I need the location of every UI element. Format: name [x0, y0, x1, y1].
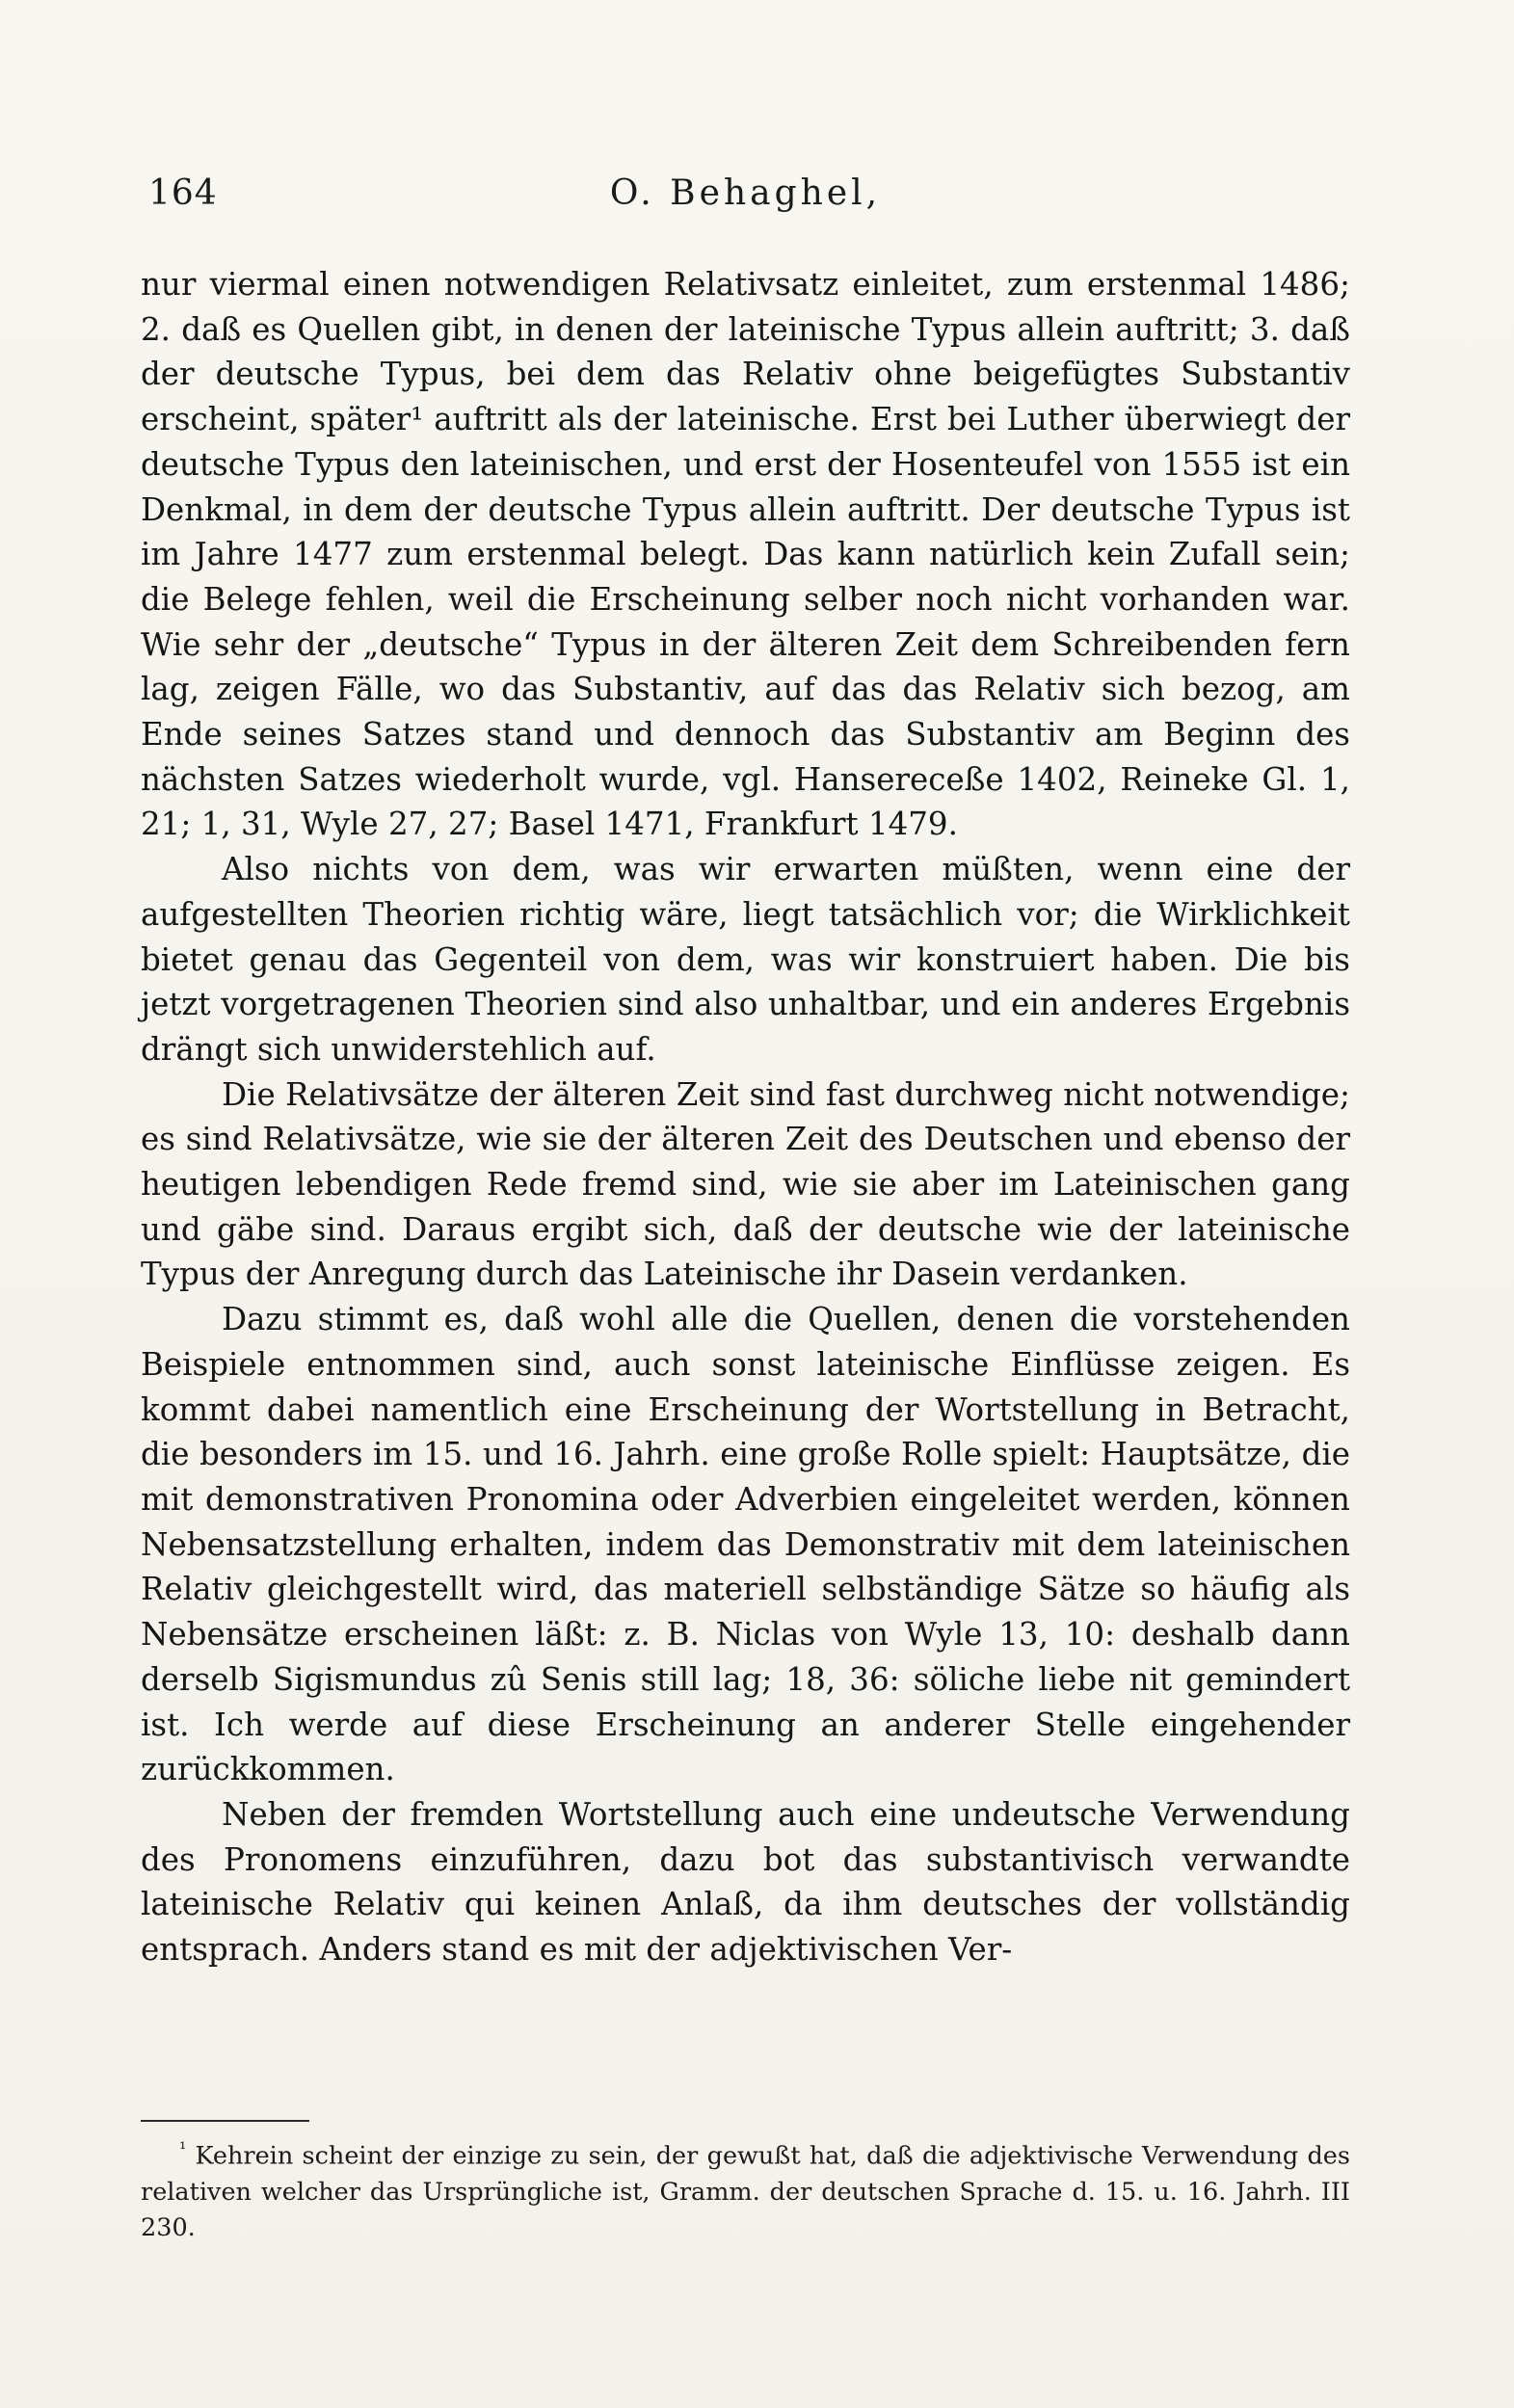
paragraph-1: nur viermal einen notwendigen Relativsatz einleitet, zum erstenmal 1486; 2. daß es Quellen gibt, in denen der lateinische Typus allein auftritt; 3. daß der deutsche Typus, bei dem das Relativ ohne beigefügtes Substantiv erscheint, später¹ auftritt als der lateinische. Erst bei Luther überwiegt der deutsche Typus den lateinischen, und erst der Hosenteufel von 1555 ist ein Denkmal, in dem der deutsche Typus allein auftritt. Der deutsche Typus ist im Jahre 1477 zum erstenmal belegt. Das kann natürlich kein Zufall sein; die Belege fehlen, weil die Erscheinung selber noch nicht vorhanden war. Wie sehr der „deutsche“ Typus in der älteren Zeit dem Schreibenden fern lag, zeigen Fälle, wo das Substantiv, auf das das Relativ sich bezog, am Ende seines Satzes stand und dennoch das Substantiv am Beginn des nächsten Satzes wiederholt wurde, vgl. Hansereceße 1402, Reineke Gl. 1, 21; 1, 31, Wyle 27, 27; Basel 1471, Frankfurt 1479. — [141, 266, 1350, 843]
running-head: O. Behaghel, — [609, 173, 882, 213]
body-text — [141, 262, 1350, 1972]
paragraph-3: Die Relativsätze der älteren Zeit sind fast durchweg nicht notwendige; es sind Relativsätze, wie sie der älteren Zeit des Deutschen und ebenso der heutigen lebendigen Rede fremd sind, wie sie aber im Lateinischen gang und gäbe sind. Daraus ergibt sich, daß der deutsche wie der lateinische Typus der Anregung durch das Lateinische ihr Dasein verdanken. — [141, 1075, 1350, 1293]
footnote — [141, 2131, 1350, 2246]
paragraph-2: Also nichts von dem, was wir erwarten müßten, wenn eine der aufgestellten Theorien richtig wäre, liegt tatsächlich vor; die Wirklichkeit bietet genau das Gegenteil von dem, was wir konstruiert haben. Die bis jetzt vorgetragenen Theorien sind also unhaltbar, und ein anderes Ergebnis drängt sich unwiderstehlich auf. — [141, 851, 1350, 1068]
footnote-mark: ¹ — [179, 2139, 187, 2159]
footnote-divider — [141, 2120, 309, 2122]
page-header — [141, 173, 1350, 231]
footnote-text: Kehrein scheint der einzige zu sein, der gewußt hat, daß die adjektivische Verwendung des relativen welcher das Ursprüngliche ist, Gramm. der deutschen Sprache d. 15. u. 16. Jahrh. III 230. — [141, 2141, 1350, 2242]
page-number: 164 — [148, 173, 218, 213]
paragraph-5: Neben der fremden Wortstellung auch eine undeutsche Verwendung des Pronomens einzuführen, dazu bot das substantivisch verwandte lateinische Relativ qui keinen Anlaß, da ihm deutsches der vollständig entsprach. Anders stand es mit der adjektivischen Ver- — [141, 1795, 1350, 1969]
paragraph-4: Dazu stimmt es, daß wohl alle die Quellen, denen die vorstehenden Beispiele entnommen sind, auch sonst lateinische Einflüsse zeigen. Es kommt dabei namentlich eine Erscheinung der Wortstellung in Betracht, die besonders im 15. und 16. Jahrh. eine große Rolle spielt: Hauptsätze, die mit demonstrativen Pronomina oder Adverbien eingeleitet werden, können Nebensatzstellung erhalten, indem das Demonstrativ mit dem lateinischen Relativ gleichgestellt wird, das materiell selbständige Sätze so häufig als Nebensätze erscheinen läßt: z. B. Niclas von Wyle 13, 10: deshalb dann derselb Sigismundus zû Senis still lag; 18, 36: söliche liebe nit gemindert ist. Ich werde auf diese Erscheinung an anderer Stelle eingehender zurückkommen. — [141, 1301, 1350, 1788]
